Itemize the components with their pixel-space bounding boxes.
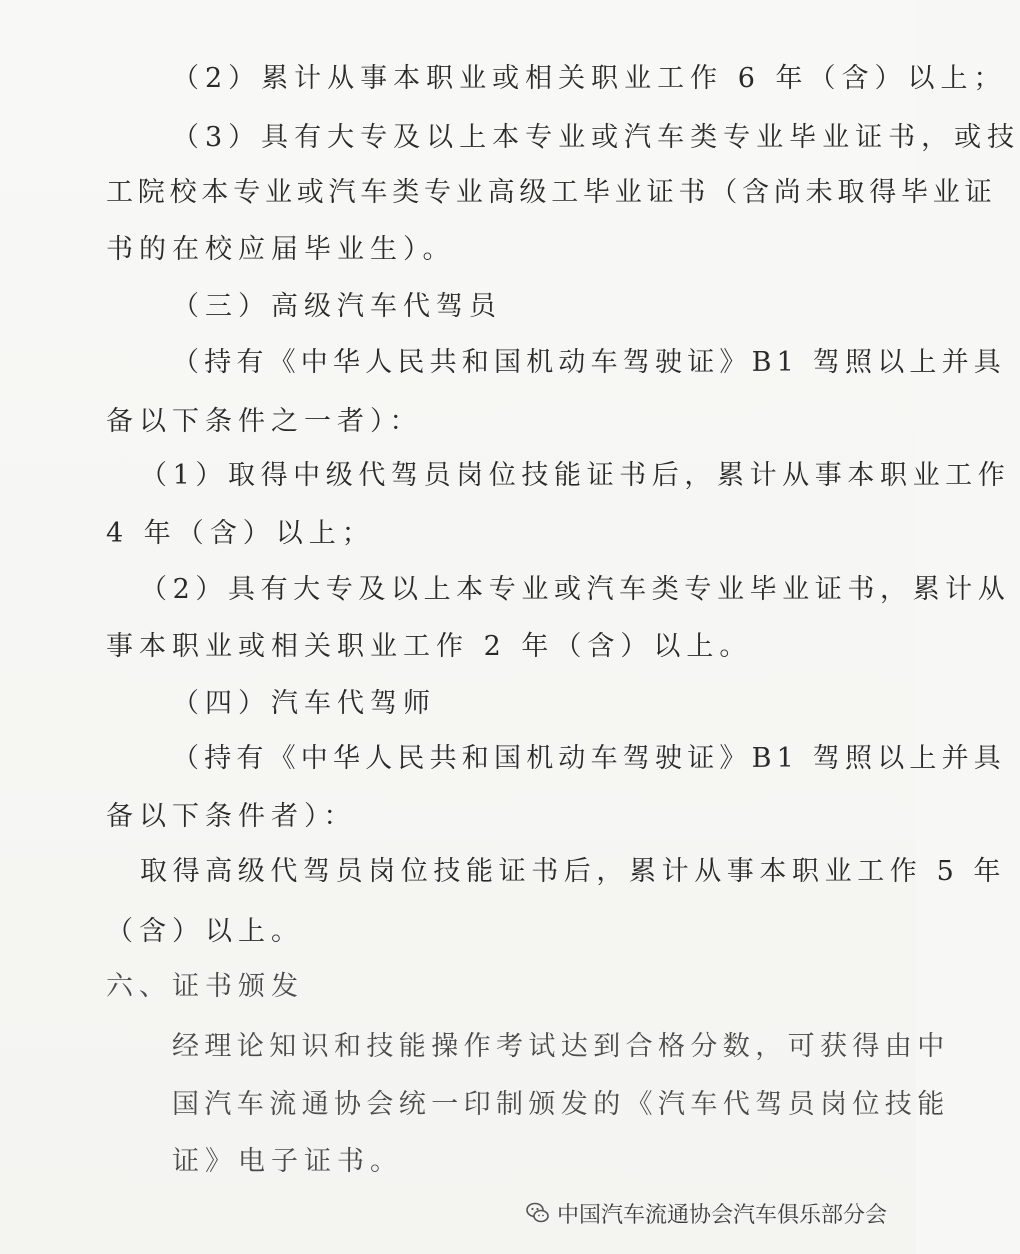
text-line-2: （3）具有大专及以上本专业或汽车类专业毕业证书，或技 [172, 122, 1020, 153]
wechat-icon [525, 1200, 551, 1226]
text-line-13: （持有《中华人民共和国机动车驾驶证》B1 驾照以上并具 [172, 743, 1007, 774]
text-line-4: 书的在校应届毕业生）。 [106, 234, 456, 265]
text-line-3: 工院校本专业或汽车类专业高级工毕业证书（含尚未取得毕业证 [106, 177, 997, 208]
section-heading-6: 六、证书颁发 [106, 971, 304, 1002]
text-line-6: （持有《中华人民共和国机动车驾驶证》B1 驾照以上并具 [172, 347, 1007, 378]
text-line-9: 4 年（含）以上； [106, 518, 375, 549]
text-line-14: 备以下条件者）： [106, 801, 357, 832]
text-line-11: 事本职业或相关职业工作 2 年（含）以上。 [106, 631, 753, 662]
text-line-20: 证》电子证书。 [172, 1146, 403, 1177]
text-line-8: （1）取得中级代驾员岗位技能证书后，累计从事本职业工作 [140, 460, 1011, 491]
text-line-19: 国汽车流通协会统一印制颁发的《汽车代驾员岗位技能 [172, 1089, 950, 1120]
text-line-1: （2）累计从事本职业或相关职业工作 6 年（含）以上； [172, 63, 1007, 94]
text-line-7: 备以下条件之一者）： [106, 406, 423, 437]
text-line-10: （2）具有大专及以上本专业或汽车类专业毕业证书，累计从 [140, 574, 1011, 605]
watermark [525, 1196, 887, 1230]
text-line-18: 经理论知识和技能操作考试达到合格分数，可获得由中 [172, 1031, 950, 1062]
section-heading-4: （四）汽车代驾师 [172, 688, 436, 719]
watermark-text: 中国汽车流通协会汽车俱乐部分会 [557, 1202, 888, 1228]
text-line-16: （含）以上。 [106, 916, 304, 947]
text-line-15: 取得高级代驾员岗位技能证书后，累计从事本职业工作 5 年 [140, 856, 1007, 887]
section-heading-3: （三）高级汽车代驾员 [172, 291, 502, 322]
